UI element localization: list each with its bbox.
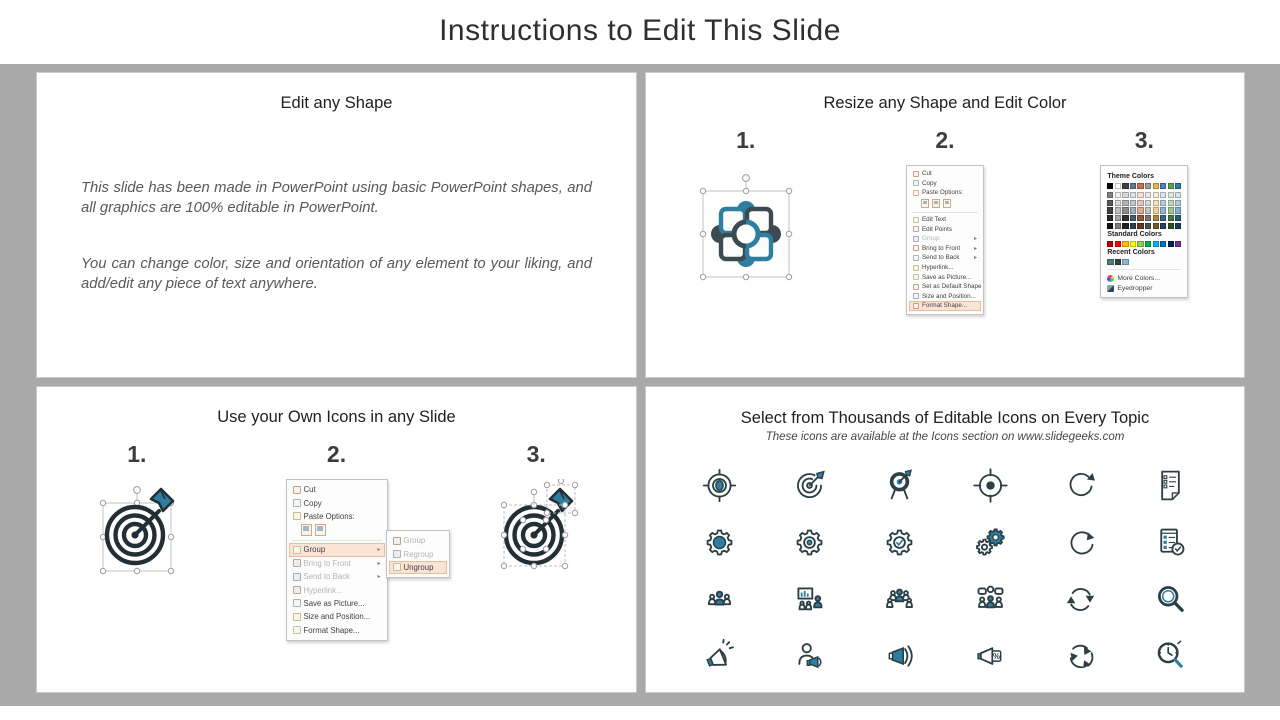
menu-item-label: Cut xyxy=(303,485,316,495)
paste-options-row xyxy=(289,523,385,538)
theme-colors-row xyxy=(1107,183,1181,189)
menu-item-icon xyxy=(913,265,919,271)
color-swatch[interactable] xyxy=(1168,200,1174,206)
gear-solid-core-icon[interactable] xyxy=(674,514,764,571)
menu-item-icon xyxy=(913,217,919,223)
color-swatch[interactable] xyxy=(1130,223,1136,229)
group-submenu-item-ungroup[interactable] xyxy=(389,561,447,574)
ungrouped-target-icon[interactable] xyxy=(488,479,584,579)
color-swatch[interactable] xyxy=(1168,223,1174,229)
color-picker xyxy=(1100,165,1188,298)
menu-item-icon xyxy=(293,586,301,594)
color-swatch[interactable] xyxy=(1160,183,1166,189)
picker-separator xyxy=(1107,269,1181,270)
theme-variant-row xyxy=(1107,200,1181,206)
menu-item-icon xyxy=(913,236,919,242)
color-swatch[interactable] xyxy=(1137,241,1143,247)
shape-menu-item-set-as-default-shape[interactable] xyxy=(909,282,981,292)
shape-menu-item-group[interactable] xyxy=(909,234,981,244)
menu-item-icon xyxy=(913,171,919,177)
paste-option-icon[interactable] xyxy=(301,524,312,536)
group-menu-item-group[interactable] xyxy=(289,543,385,556)
menu-item-label: Cut xyxy=(921,170,932,178)
color-swatch[interactable] xyxy=(1153,215,1159,221)
color-swatch[interactable] xyxy=(1137,183,1143,189)
shape-menu-item-format-shape[interactable] xyxy=(909,301,981,311)
shape-menu-item-bring-to-front[interactable] xyxy=(909,244,981,254)
color-swatch[interactable] xyxy=(1107,223,1113,229)
group-menu-item-bring-to-front[interactable] xyxy=(289,557,385,570)
shape-menu-item-paste-options[interactable] xyxy=(909,188,981,198)
task-list-check-icon[interactable] xyxy=(1126,514,1216,571)
menu-item-label: Regroup xyxy=(403,549,434,559)
color-swatch[interactable] xyxy=(1153,207,1159,213)
color-swatch[interactable] xyxy=(1145,183,1151,189)
menu-item-icon xyxy=(913,274,919,280)
menu-item-icon xyxy=(913,303,919,309)
menu-item-icon xyxy=(293,512,301,520)
color-swatch[interactable] xyxy=(1145,207,1151,213)
color-swatch[interactable] xyxy=(1107,192,1113,198)
menu-separator xyxy=(912,212,978,213)
slide-title: Instructions to Edit This Slide xyxy=(439,14,841,47)
theme-variant-row xyxy=(1107,207,1181,213)
recent-colors-label: Recent Colors xyxy=(1107,248,1155,256)
color-swatch[interactable] xyxy=(1122,200,1128,206)
panel-own-icons-title: Use your Own Icons in any Slide xyxy=(217,408,456,426)
eyedropper-item[interactable] xyxy=(1107,283,1181,293)
announcer-person-icon[interactable] xyxy=(764,628,854,685)
submenu-arrow-icon: ▸ xyxy=(377,574,381,581)
group-menu-item-cut[interactable] xyxy=(289,483,385,496)
menu-item-icon xyxy=(393,537,401,545)
panel-edit-shape xyxy=(36,72,637,378)
team-group-icon[interactable] xyxy=(855,571,945,628)
dartboard-arrow-icon[interactable] xyxy=(764,457,854,514)
color-swatch[interactable] xyxy=(1115,241,1121,247)
resize-step-3 xyxy=(1045,127,1244,315)
theme-variant-row xyxy=(1107,192,1181,198)
own-icons-steps xyxy=(37,441,636,641)
resize-color-steps xyxy=(646,127,1244,315)
gear-checkmark-icon[interactable] xyxy=(855,514,945,571)
selected-shape-artwork[interactable] xyxy=(689,165,803,287)
dartboard-stand-icon[interactable] xyxy=(855,457,945,514)
submenu-arrow-icon: ▸ xyxy=(377,547,381,554)
color-swatch[interactable] xyxy=(1130,192,1136,198)
submenu-arrow-icon: ▸ xyxy=(973,236,977,243)
color-swatch[interactable] xyxy=(1107,241,1113,247)
team-discussion-icon[interactable] xyxy=(945,571,1035,628)
edit-shape-copy xyxy=(37,179,636,294)
color-swatch[interactable] xyxy=(1160,192,1166,198)
color-swatch[interactable] xyxy=(1153,192,1159,198)
menu-item-icon xyxy=(913,180,919,186)
refresh-arrow-icon[interactable] xyxy=(1035,514,1125,571)
color-swatch[interactable] xyxy=(1137,200,1143,206)
group-menu-item-save-as-picture[interactable] xyxy=(289,597,385,610)
promotion-megaphone-icon[interactable] xyxy=(945,628,1035,685)
step-number: 3. xyxy=(526,441,546,467)
resize-step-1 xyxy=(646,127,845,315)
color-swatch[interactable] xyxy=(1175,215,1181,221)
magnifier-icon[interactable] xyxy=(1126,571,1216,628)
double-gears-icon[interactable] xyxy=(945,514,1035,571)
menu-item-icon xyxy=(913,226,919,232)
menu-item-label: Format Shape... xyxy=(303,625,360,635)
menu-item-icon xyxy=(913,245,919,251)
menu-item-icon xyxy=(293,559,301,567)
color-swatch[interactable] xyxy=(1115,207,1121,213)
own-icons-step-2 xyxy=(237,441,437,641)
menu-item-label: Group xyxy=(921,235,940,243)
icon-library-subtitle: These icons are available at the Icons section on www.slidegeeks.com xyxy=(765,431,1125,443)
menu-item-label: Set as Default Shape xyxy=(921,283,982,291)
menu-item-label: Edit Points xyxy=(921,225,953,233)
menu-item-icon xyxy=(293,599,301,607)
menu-item-icon xyxy=(293,546,301,554)
step-number: 1. xyxy=(736,127,756,153)
panel-icon-library-title: Select from Thousands of Editable Icons on Every Topic xyxy=(740,409,1150,427)
picker-item-label: Eyedropper xyxy=(1117,284,1153,292)
menu-item-label: Hyperlink... xyxy=(921,264,954,272)
paste-option-icon[interactable] xyxy=(932,199,940,208)
task-document-icon[interactable] xyxy=(1126,457,1216,514)
menu-item-icon xyxy=(293,499,301,507)
panel-resize-color-title: Resize any Shape and Edit Color xyxy=(823,94,1067,112)
group-menu-item-paste-options[interactable] xyxy=(289,510,385,523)
menu-item-label: Ungroup xyxy=(403,562,434,572)
group-submenu xyxy=(386,530,450,578)
step-number: 2. xyxy=(935,127,955,153)
recent-colors-row xyxy=(1107,259,1181,265)
target-arrow-icon[interactable] xyxy=(674,457,764,514)
menu-item-icon xyxy=(293,626,301,634)
paste-option-icon[interactable] xyxy=(315,524,326,536)
color-swatch[interactable] xyxy=(1168,183,1174,189)
shape-menu-item-copy[interactable] xyxy=(909,179,981,189)
menu-item-icon xyxy=(293,613,301,621)
color-swatch[interactable] xyxy=(1115,259,1121,265)
menu-item-icon xyxy=(913,293,919,299)
color-swatch[interactable] xyxy=(1107,183,1113,189)
step-number: 3. xyxy=(1134,127,1154,153)
step-number: 2. xyxy=(326,441,347,467)
panel-resize-color xyxy=(645,72,1245,378)
paste-option-icon[interactable] xyxy=(921,199,929,208)
menu-item-icon xyxy=(393,563,401,571)
color-swatch[interactable] xyxy=(1168,215,1174,221)
panel-own-icons xyxy=(36,386,637,693)
svg-text:%: % xyxy=(992,652,1000,662)
menu-item-icon xyxy=(293,486,301,494)
menu-item-label: Paste Options: xyxy=(921,189,964,197)
own-icons-step-3 xyxy=(436,441,636,641)
shape-menu-item-hyperlink[interactable] xyxy=(909,263,981,273)
color-swatch[interactable] xyxy=(1122,241,1128,247)
color-swatch[interactable] xyxy=(1160,223,1166,229)
menu-item-icon xyxy=(393,550,401,558)
crosshair-target-icon[interactable] xyxy=(945,457,1035,514)
theme-variant-row xyxy=(1107,215,1181,221)
color-swatch[interactable] xyxy=(1175,207,1181,213)
color-swatch[interactable] xyxy=(1130,241,1136,247)
color-swatch[interactable] xyxy=(1153,200,1159,206)
menu-item-icon xyxy=(913,284,919,290)
group-menu-item-hyperlink[interactable] xyxy=(289,583,385,596)
standard-colors-row xyxy=(1107,241,1181,247)
menu-item-label: Bring to Front xyxy=(303,558,351,568)
menu-item-label: Group xyxy=(303,545,326,555)
menu-item-label: Save as Picture... xyxy=(921,273,972,281)
color-swatch[interactable] xyxy=(1130,183,1136,189)
color-swatch[interactable] xyxy=(1168,192,1174,198)
standard-colors-label: Standard Colors xyxy=(1107,230,1162,238)
color-swatch[interactable] xyxy=(1175,183,1181,189)
color-swatch[interactable] xyxy=(1122,215,1128,221)
menu-item-label: Hyperlink... xyxy=(303,585,343,595)
menu-item-label: Size and Position... xyxy=(921,292,976,300)
submenu-arrow-icon: ▸ xyxy=(973,245,977,252)
paste-options-row xyxy=(909,198,981,210)
color-swatch[interactable] xyxy=(1153,241,1159,247)
sync-arrows-icon[interactable] xyxy=(1035,571,1125,628)
menu-item-label: Group xyxy=(403,536,426,546)
color-swatch[interactable] xyxy=(1122,183,1128,189)
menu-item-label: Send to Back xyxy=(921,254,960,262)
step-number: 1. xyxy=(127,441,147,467)
menu-item-label: Edit Text xyxy=(921,216,947,224)
color-swatch[interactable] xyxy=(1137,192,1143,198)
menu-item-icon xyxy=(913,255,919,261)
group-menu-item-format-shape[interactable] xyxy=(289,624,385,637)
megaphone-sound-icon[interactable] xyxy=(855,628,945,685)
menu-item-label: Save as Picture... xyxy=(303,598,365,608)
shape-menu-item-size-and-position[interactable] xyxy=(909,292,981,302)
color-swatch[interactable] xyxy=(1122,192,1128,198)
shape-menu-item-send-to-back[interactable] xyxy=(909,253,981,263)
color-swatch[interactable] xyxy=(1107,207,1113,213)
color-swatch[interactable] xyxy=(1107,215,1113,221)
color-swatch[interactable] xyxy=(1175,200,1181,206)
own-icons-step-1 xyxy=(37,441,237,641)
process-cycle-icon[interactable] xyxy=(1035,628,1125,685)
color-swatch[interactable] xyxy=(1122,259,1128,265)
icons-grid xyxy=(674,457,1216,685)
edit-shape-paragraph-1: This slide has been made in PowerPoint using basic PowerPoint shapes, and all graphics are 100% editable in PowerPoint. xyxy=(81,180,592,216)
color-swatch[interactable] xyxy=(1122,207,1128,213)
group-menu-item-copy[interactable] xyxy=(289,496,385,509)
color-swatch[interactable] xyxy=(1115,215,1121,221)
menu-item-icon xyxy=(913,190,919,196)
redo-arrow-icon[interactable] xyxy=(1035,457,1125,514)
menu-separator xyxy=(292,540,382,541)
color-swatch[interactable] xyxy=(1130,200,1136,206)
menu-item-label: Paste Options: xyxy=(303,511,355,521)
color-swatch[interactable] xyxy=(1115,223,1121,229)
eyedropper-icon xyxy=(1107,285,1114,292)
shape-menu-item-save-as-picture[interactable] xyxy=(909,272,981,282)
shape-menu-item-edit-points[interactable] xyxy=(909,224,981,234)
color-swatch[interactable] xyxy=(1145,200,1151,206)
group-submenu-item-group[interactable] xyxy=(389,534,447,547)
group-submenu-item-regroup[interactable] xyxy=(389,547,447,560)
color-swatch[interactable] xyxy=(1145,241,1151,247)
color-swatch[interactable] xyxy=(1168,207,1174,213)
color-swatch[interactable] xyxy=(1115,200,1121,206)
team-leader-icon[interactable] xyxy=(674,571,764,628)
shape-menu-item-cut[interactable] xyxy=(909,169,981,179)
menu-item-label: Size and Position... xyxy=(303,612,371,622)
group-menu-item-size-and-position[interactable] xyxy=(289,610,385,623)
panel-icon-library xyxy=(645,386,1245,693)
group-menu-item-send-to-back[interactable] xyxy=(289,570,385,583)
selected-target-icon[interactable] xyxy=(89,479,185,579)
theme-colors-label: Theme Colors xyxy=(1107,173,1154,180)
color-wheel-icon xyxy=(1107,275,1114,282)
menu-item-label: Send to Back xyxy=(303,572,350,582)
color-swatch[interactable] xyxy=(1130,207,1136,213)
color-swatch[interactable] xyxy=(1153,223,1159,229)
menu-item-label: Format Shape... xyxy=(921,302,968,310)
megaphone-icon[interactable] xyxy=(674,628,764,685)
color-swatch[interactable] xyxy=(1160,241,1166,247)
color-swatch[interactable] xyxy=(1153,183,1159,189)
color-swatch[interactable] xyxy=(1175,223,1181,229)
menu-item-icon xyxy=(293,573,301,581)
paste-option-icon[interactable] xyxy=(943,199,951,208)
group-context-menu xyxy=(286,479,434,641)
color-swatch[interactable] xyxy=(1160,200,1166,206)
resize-step-2 xyxy=(845,127,1044,315)
menu-item-label: Bring to Front xyxy=(921,244,961,252)
menu-item-label: Copy xyxy=(303,498,322,508)
color-swatch[interactable] xyxy=(1175,241,1181,247)
color-swatch[interactable] xyxy=(1137,223,1143,229)
theme-variant-row xyxy=(1107,223,1181,229)
color-swatch[interactable] xyxy=(1175,192,1181,198)
color-swatch[interactable] xyxy=(1145,192,1151,198)
color-swatch[interactable] xyxy=(1107,200,1113,206)
menu-item-label: Copy xyxy=(921,179,937,187)
color-swatch[interactable] xyxy=(1115,183,1121,189)
color-swatch[interactable] xyxy=(1137,215,1143,221)
gear-small-core-icon[interactable] xyxy=(764,514,854,571)
business-presentation-icon[interactable] xyxy=(764,571,854,628)
color-swatch[interactable] xyxy=(1145,223,1151,229)
color-swatch[interactable] xyxy=(1122,223,1128,229)
color-swatch[interactable] xyxy=(1130,215,1136,221)
panel-edit-shape-title: Edit any Shape xyxy=(280,94,393,112)
color-swatch[interactable] xyxy=(1160,215,1166,221)
color-swatch[interactable] xyxy=(1168,241,1174,247)
color-swatch[interactable] xyxy=(1145,215,1151,221)
color-swatch[interactable] xyxy=(1107,259,1113,265)
time-analysis-magnifier-icon[interactable] xyxy=(1126,628,1216,685)
color-swatch[interactable] xyxy=(1137,207,1143,213)
submenu-arrow-icon: ▸ xyxy=(973,255,977,262)
color-swatch[interactable] xyxy=(1160,207,1166,213)
submenu-arrow-icon: ▸ xyxy=(377,560,381,567)
shape-menu-item-edit-text[interactable] xyxy=(909,215,981,225)
color-swatch[interactable] xyxy=(1115,192,1121,198)
shape-context-menu xyxy=(906,165,984,315)
picker-item-label: More Colors... xyxy=(1117,274,1160,282)
edit-shape-paragraph-2: You can change color, size and orientation of any element to your liking, and add/edit any piece of text anywhere. xyxy=(81,256,592,292)
theme-color-variants xyxy=(1107,192,1181,229)
more-colors-item[interactable] xyxy=(1107,273,1181,283)
